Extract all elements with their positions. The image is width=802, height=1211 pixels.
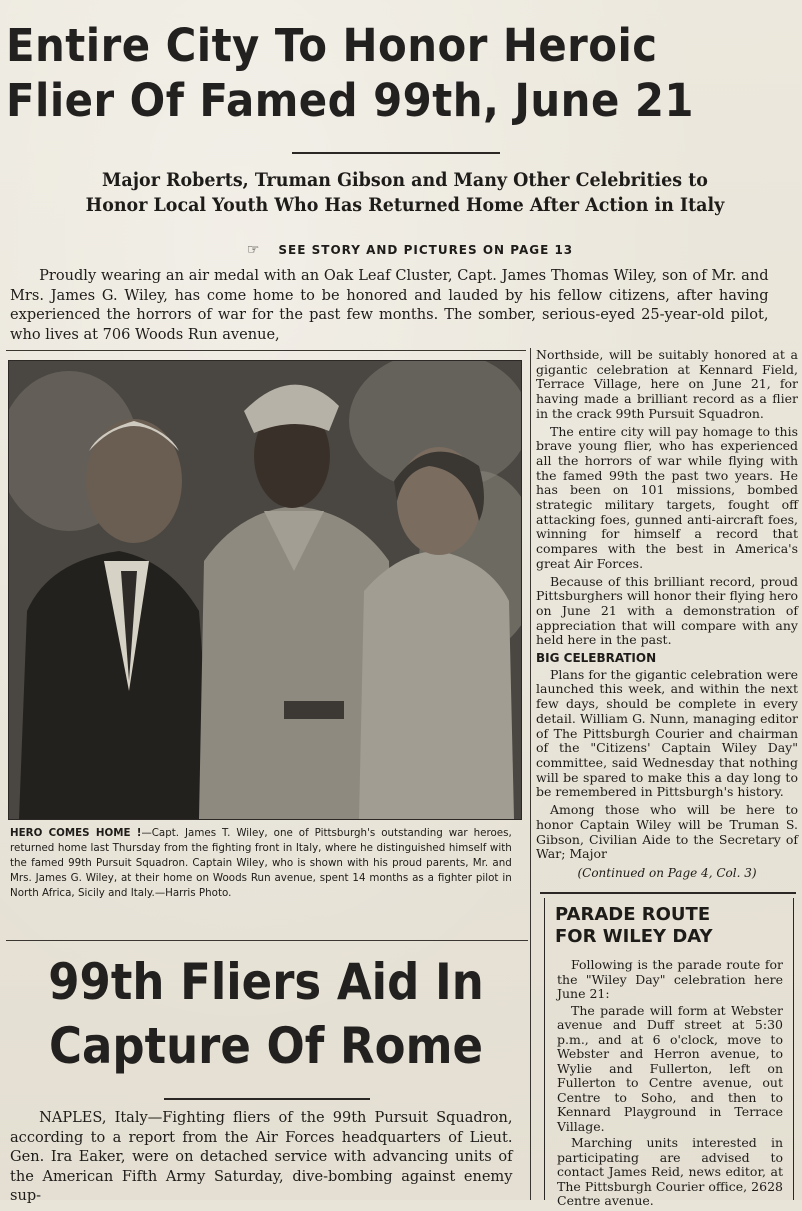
photo-caption-label: HERO COMES HOME ! [10,827,142,839]
column-divider-horizontal [6,350,526,351]
parade-route-box [544,898,794,1208]
parade-title-line1: PARADE ROUTE [555,904,711,925]
column-divider-vertical [530,348,531,1200]
parade-paragraph-2: The parade will form at Webster avenue and Duff street at 5:30 p.m., and at 6 o'clock, move to Webster and Herron avenue, to Wylie and Fullerton, left on Fullerton to Centre avenue, out Centre to Soho, and then to Kennard Playground in Terrace Village. [557,1002,783,1134]
headline-divider [292,152,500,154]
parade-route-body [557,958,783,1211]
column-paragraph-4: Plans for the gigantic celebration were launched this week, and within the next few days, should be complete in every detail. William G. Nunn, managing editor of The Pittsburgh Courier and chairman of the "Citizens' Captain Wiley Day" committee, said Wednesday that nothing will be spared to make this a day long to be remembered in Pittsburgh's history. [536,666,798,800]
main-headline-line1: Entire City To Honor Heroic [6,19,658,72]
main-headline-line2: Flier Of Famed 99th, June 21 [6,74,694,127]
rome-headline-line1: 99th Fliers Aid In [48,953,484,1011]
column-paragraph-5: Among those who will be here to honor Captain Wiley will be Truman S. Gibson, Civilian Aide to the Secretary of War; Major [536,802,798,862]
rome-headline-line2: Capture Of Rome [48,1017,483,1075]
continued-note: (Continued on Page 4, Col. 3) [577,866,757,880]
story-continuation-column [536,348,798,865]
big-celebration-subhead: BIG CELEBRATION [536,651,657,666]
see-story-note [220,242,600,258]
column-paragraph-3: Because of this brilliant record, proud Pittsburghers will honor their flying hero on June 21 with a demonstration of appreciation that will compare with any held here in the past. [536,573,798,648]
family-photo [8,360,522,820]
parade-paragraph-3: Marching units interested in participating are advised to contact James Reid, news editor, at The Pittsburgh Courier office, 2628 Centre avenue. [557,1135,783,1208]
subheadline-line1: Major Roberts, Truman Gibson and Many Other Celebrities to [102,169,708,191]
lead-paragraph: Proudly wearing an air medal with an Oak Leaf Cluster, Capt. James Thomas Wiley, son of Mr. and Mrs. James G. Wiley, has come home to be honored and lauded by his fellow citizens, after having experienced the horrors of war for the past few months. The somber, serious-eyed 25-year-old pilot, who lives at 706 Woods Run avenue, [10,266,769,343]
rome-headline-divider [164,1098,370,1100]
photo-caption-text: —Capt. James T. Wiley, one of Pittsburgh's outstanding war heroes, returned home last Thursday from the fighting front in Italy, where he distinguished himself with the famed 99th Pursuit Squadron. Captain Wiley, who is shown with his proud parents, Mr. and Mrs. James G. Wiley, at their home on Woods Run avenue, spent 14 months as a fighter pilot in North Africa, Sicily and Italy.—Harris Photo. [10,827,512,899]
parade-paragraph-1: Following is the parade route for the "Wiley Day" celebration here June 21: [557,957,783,1001]
subheadline-line2: Honor Local Youth Who Has Returned Home After Action in Italy [85,194,725,216]
see-story-text: SEE STORY AND PICTURES ON PAGE 13 [278,243,574,257]
main-headline [6,18,741,128]
subheadline [51,168,759,218]
column-paragraph-2: The entire city will pay homage to this brave young flier, who has experienced all the horrors of war while flying with the famed 99th the past two years. He has been on 101 missions, bombed strategic military targets, fought off attacking foes, gunned anti-aircraft foes, winning for himself a record that compares with the best in America's great Air Forces. [536,423,798,571]
rome-headline [32,950,500,1078]
rome-story-body: NAPLES, Italy—Fighting fliers of the 99th Pursuit Squadron, according to a report from the Air Forces headquarters of Lieut. Gen. Ira Eaker, were on detached service with advancing units of the American Fifth Army Saturday, dive-bombing against enemy sup- [10,1108,513,1204]
parade-box-top-rule [540,892,796,894]
parade-title-line2: FOR WILEY DAY [555,926,713,947]
photo-caption [10,826,512,901]
parade-route-title [555,904,787,948]
family-photo-illustration [9,361,521,819]
pointing-hand-icon: ☞ [246,242,261,258]
story-divider [6,940,528,941]
column-paragraph-1: Northside, will be suitably honored at a gigantic celebration at Kennard Field, Terrace Village, here on June 21, for having made a brilliant record as a flier in the crack 99th Pursuit Squadron. [536,347,798,421]
